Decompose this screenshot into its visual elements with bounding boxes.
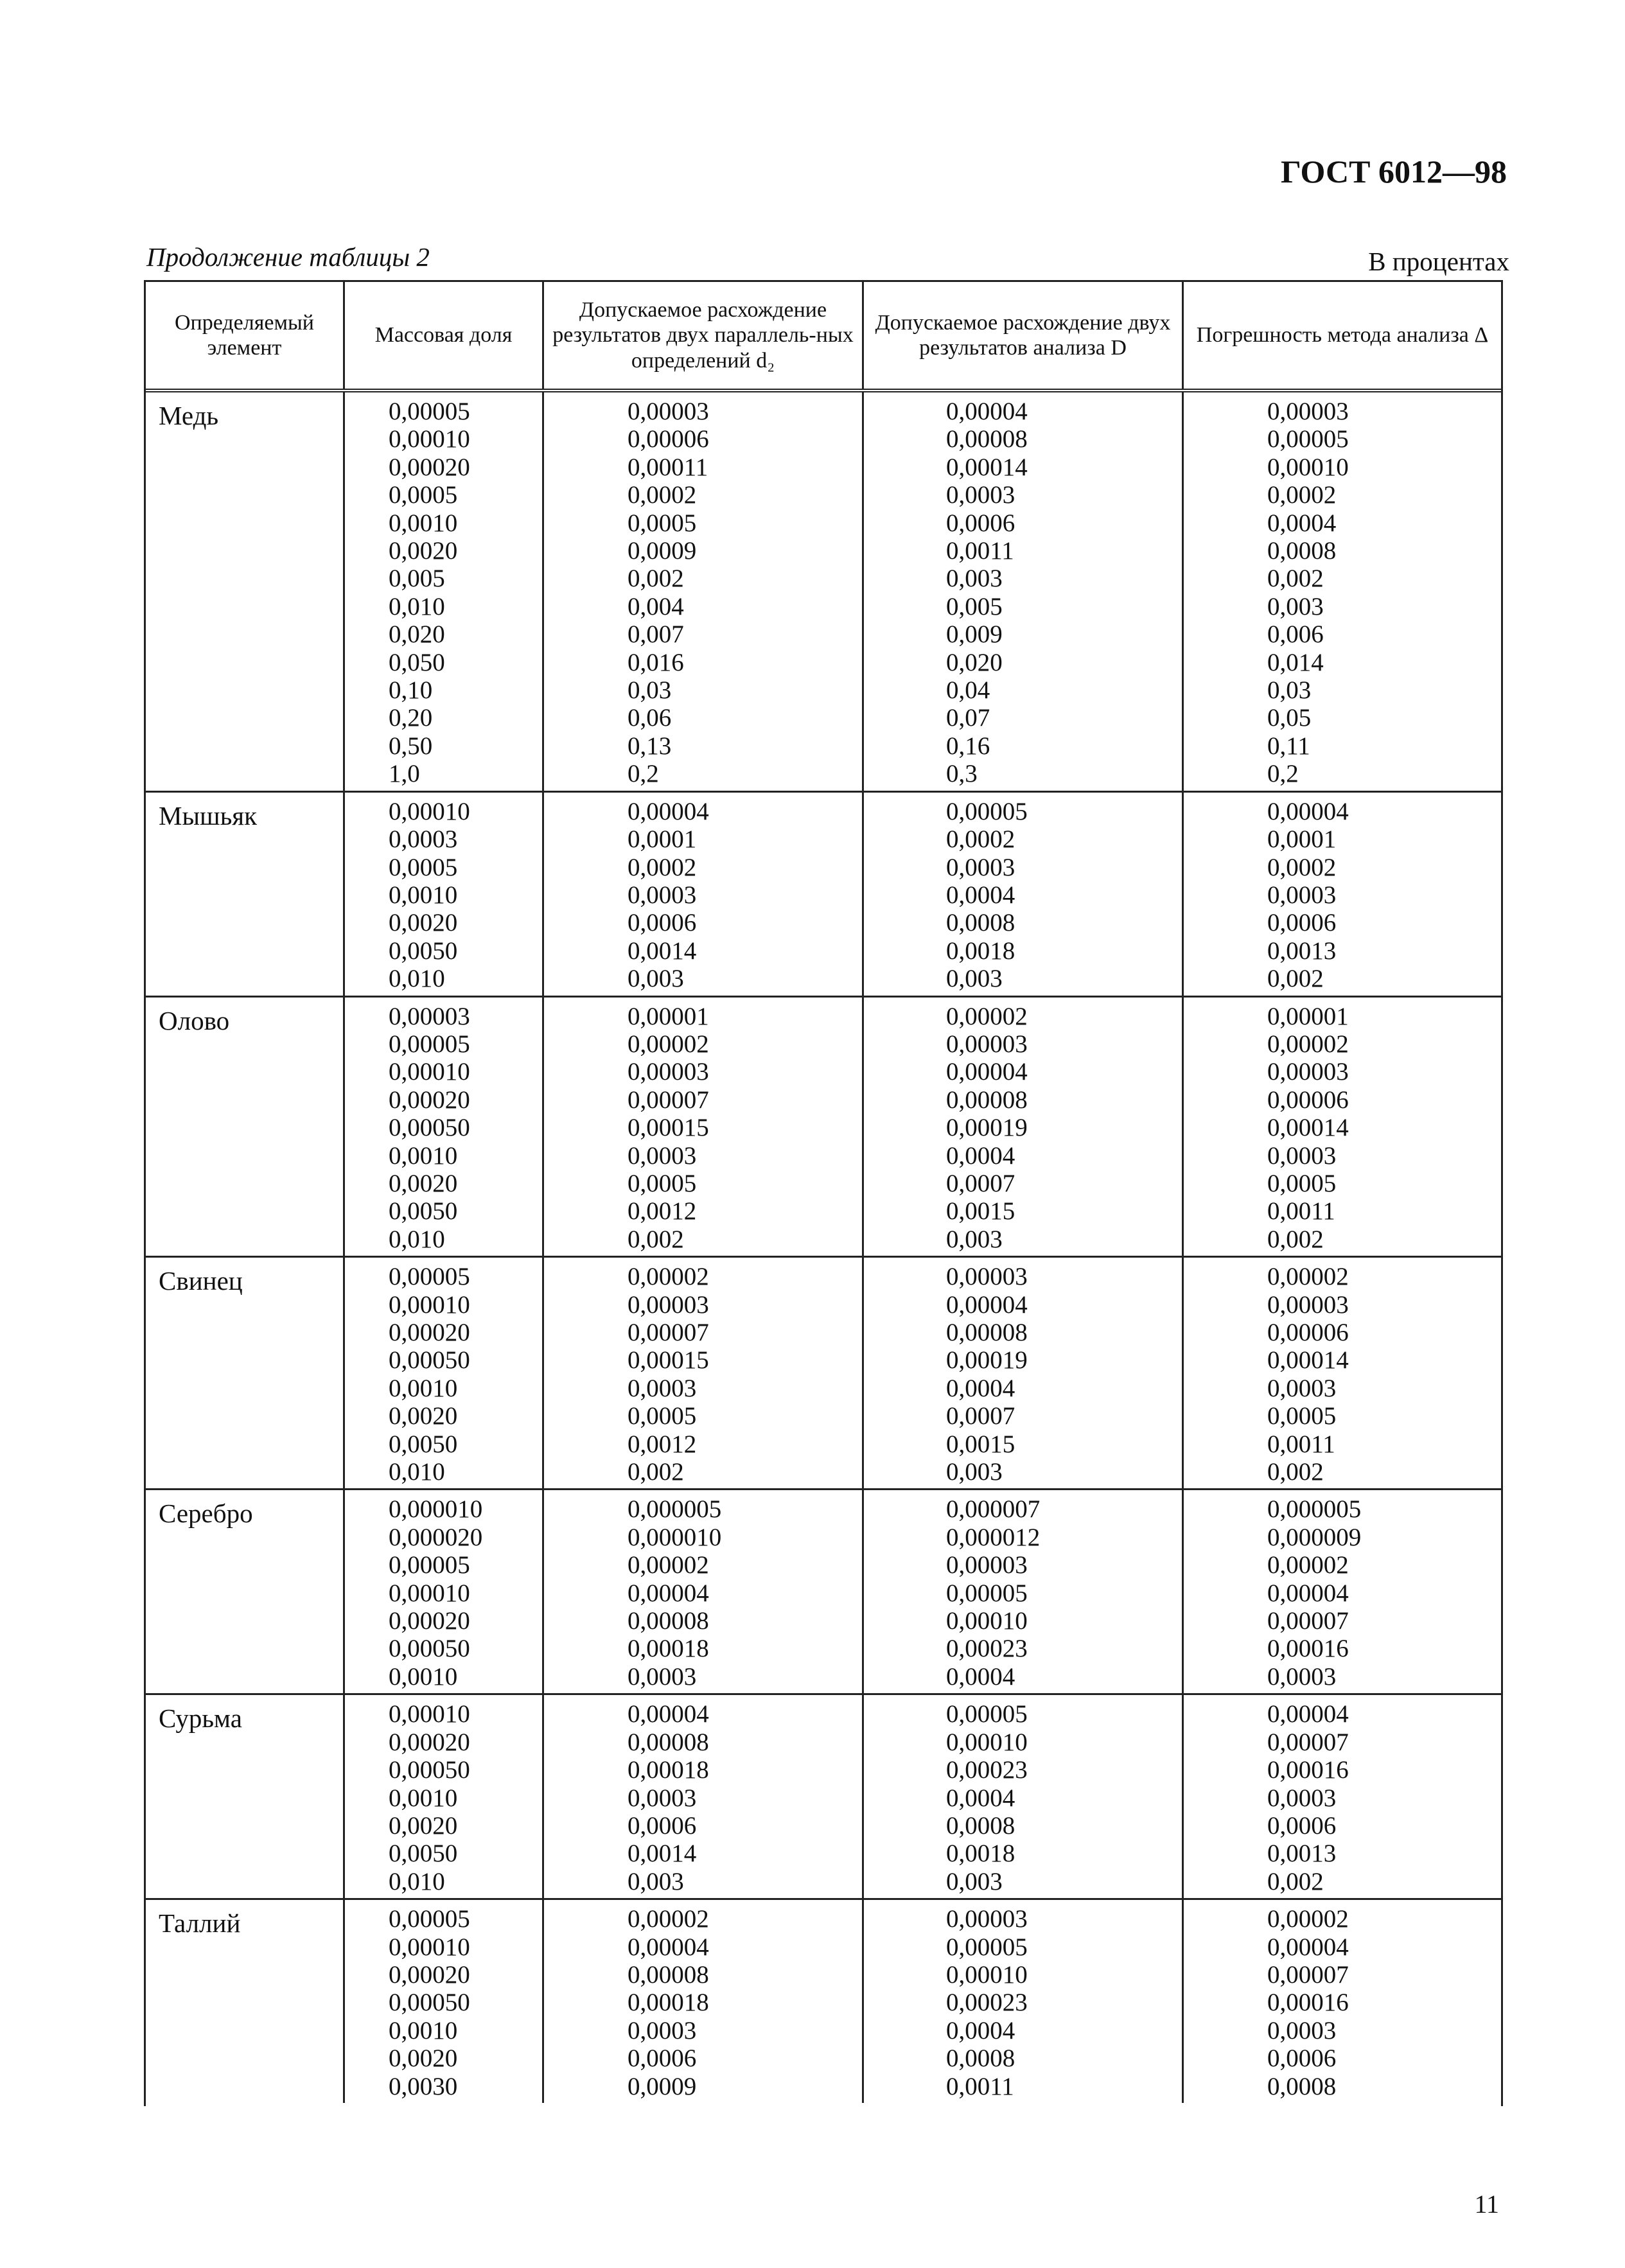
value: 0,00008 <box>946 1086 1028 1114</box>
value: 0,00010 <box>389 1579 470 1607</box>
value: 0,04 <box>946 676 990 705</box>
value: 0,00004 <box>946 398 1028 425</box>
value: 0,002 <box>1267 565 1324 593</box>
value: 0,002 <box>628 565 684 593</box>
value: 0,00003 <box>946 1030 1028 1058</box>
table-caption: Продолжение таблицы 2 <box>146 242 430 272</box>
value: 0,00018 <box>628 1756 709 1784</box>
value: 0,00015 <box>628 1346 709 1375</box>
value: 0,000012 <box>946 1523 1041 1551</box>
value: 0,50 <box>389 732 433 760</box>
value: 0,006 <box>1267 620 1324 649</box>
value: 0,00007 <box>628 1086 709 1114</box>
value: 0,020 <box>946 648 1003 676</box>
value: 0,00006 <box>628 425 709 453</box>
value: 0,0020 <box>389 1169 458 1197</box>
value: 0,00004 <box>1267 1933 1349 1961</box>
value: 0,0030 <box>389 2072 458 2100</box>
value: 0,010 <box>389 1867 445 1895</box>
value: 0,00005 <box>389 1030 470 1058</box>
value: 0,00002 <box>1267 1551 1349 1579</box>
value: 0,0006 <box>1267 1811 1337 1840</box>
header-element: Определяемый элемент <box>146 282 345 389</box>
value: 0,00023 <box>946 1635 1028 1663</box>
value: 0,00010 <box>389 797 470 825</box>
value: 0,05 <box>1267 704 1312 732</box>
value: 0,00010 <box>1267 453 1349 481</box>
D-cell <box>864 1490 1184 1693</box>
D-cell <box>864 998 1184 1256</box>
value: 0,00005 <box>389 1905 470 1933</box>
value: 0,00004 <box>628 1579 709 1607</box>
value: 0,0012 <box>628 1430 697 1458</box>
value: 0,0008 <box>1267 2072 1337 2100</box>
value: 0,00005 <box>389 398 470 425</box>
value: 0,0010 <box>389 1141 458 1170</box>
value: 0,00003 <box>628 1058 709 1086</box>
value: 0,0008 <box>946 1811 1015 1840</box>
d2-cell <box>544 1490 864 1693</box>
value: 0,0020 <box>389 1402 458 1430</box>
value: 0,0050 <box>389 1197 458 1226</box>
value: 0,00011 <box>628 453 708 481</box>
value: 0,00003 <box>946 1263 1028 1291</box>
value: 0,0003 <box>628 1784 697 1812</box>
value: 0,0005 <box>1267 1169 1337 1197</box>
value: 0,00004 <box>628 1933 709 1961</box>
value: 0,0004 <box>946 1662 1015 1691</box>
value: 0,0011 <box>1267 1430 1335 1458</box>
header-delta: Погрешность метода анализа Δ <box>1196 323 1489 347</box>
value: 0,00020 <box>389 1960 470 1989</box>
value: 0,000007 <box>946 1495 1041 1524</box>
value: 0,00050 <box>389 1989 470 2017</box>
delta-cell <box>1184 1695 1501 1898</box>
value: 0,050 <box>389 648 445 676</box>
value: 0,0002 <box>628 481 697 509</box>
d2-cell <box>544 1695 864 1898</box>
value: 0,002 <box>1267 1867 1324 1895</box>
value: 0,00005 <box>946 1700 1028 1728</box>
table-row <box>146 998 1501 1258</box>
value: 0,0010 <box>389 881 458 909</box>
header-mass-fraction: Массовая доля <box>345 282 544 389</box>
value: 0,002 <box>1267 1458 1324 1486</box>
value: 0,0002 <box>946 825 1015 854</box>
value: 0,00003 <box>1267 1058 1349 1086</box>
value: 0,0011 <box>946 2072 1014 2100</box>
value: 0,0015 <box>946 1430 1015 1458</box>
value: 0,000010 <box>389 1495 483 1524</box>
value: 0,0002 <box>1267 853 1337 881</box>
value: 0,00023 <box>946 1756 1028 1784</box>
D-cell <box>864 793 1184 996</box>
value: 0,0018 <box>946 936 1015 965</box>
value: 0,00005 <box>389 1263 470 1291</box>
value: 0,00004 <box>946 1290 1028 1319</box>
value: 0,0003 <box>389 825 458 854</box>
value: 0,00008 <box>946 1319 1028 1346</box>
value: 0,0003 <box>628 881 697 909</box>
value: 0,000009 <box>1267 1523 1362 1551</box>
value: 0,00001 <box>628 1002 709 1030</box>
value: 0,0004 <box>946 2016 1015 2044</box>
value: 0,002 <box>1267 965 1324 993</box>
element-name: Свинец <box>146 1258 345 1488</box>
value: 0,0009 <box>628 537 697 565</box>
value: 0,00019 <box>946 1346 1028 1375</box>
value: 0,00016 <box>1267 1989 1349 2017</box>
value: 0,000010 <box>628 1523 722 1551</box>
value: 0,0003 <box>1267 881 1337 909</box>
value: 0,00014 <box>946 453 1028 481</box>
value: 0,0015 <box>946 1197 1015 1226</box>
delta-cell <box>1184 793 1501 996</box>
value: 0,00018 <box>628 1635 709 1663</box>
value: 0,00008 <box>628 1960 709 1989</box>
value: 0,010 <box>389 592 445 620</box>
value: 0,004 <box>628 592 684 620</box>
value: 0,00005 <box>1267 425 1349 453</box>
unit-note: В процентах <box>1368 247 1509 276</box>
value: 0,00002 <box>1267 1905 1349 1933</box>
value: 0,0004 <box>946 1141 1015 1170</box>
header-D: Допускаемое расхождение двух результатов анализа D <box>864 282 1184 389</box>
value: 0,0018 <box>946 1840 1015 1868</box>
value: 0,00003 <box>628 398 709 425</box>
value: 0,0003 <box>1267 2016 1337 2044</box>
element-name: Мышьяк <box>146 793 345 996</box>
D-cell <box>864 392 1184 791</box>
value: 0,0014 <box>628 936 697 965</box>
value: 0,10 <box>389 676 433 705</box>
value: 0,0005 <box>1267 1402 1337 1430</box>
table-body <box>146 392 1501 2103</box>
value: 0,06 <box>628 704 672 732</box>
value: 0,00005 <box>389 1551 470 1579</box>
value: 0,003 <box>628 965 684 993</box>
delta-cell <box>1184 392 1501 791</box>
value: 0,000005 <box>628 1495 722 1524</box>
element-name: Сурьма <box>146 1695 345 1898</box>
value: 0,00002 <box>628 1551 709 1579</box>
mass-cell <box>345 1258 544 1488</box>
value: 0,0050 <box>389 1430 458 1458</box>
value: 0,0007 <box>946 1169 1015 1197</box>
value: 0,003 <box>946 1225 1003 1253</box>
value: 0,00004 <box>946 1058 1028 1086</box>
value: 0,00010 <box>946 1960 1028 1989</box>
value: 0,00003 <box>1267 398 1349 425</box>
value: 0,0003 <box>1267 1784 1337 1812</box>
value: 0,0005 <box>628 1402 697 1430</box>
page-number: 11 <box>1474 2190 1499 2219</box>
value: 0,2 <box>628 760 659 788</box>
value: 0,0003 <box>1267 1374 1337 1402</box>
value: 0,00014 <box>1267 1346 1349 1375</box>
value: 0,00001 <box>1267 1002 1349 1030</box>
d2-cell <box>544 793 864 996</box>
delta-cell <box>1184 1490 1501 1693</box>
value: 0,0050 <box>389 1840 458 1868</box>
value: 0,0020 <box>389 909 458 937</box>
value: 0,003 <box>946 1867 1003 1895</box>
mass-cell <box>345 793 544 996</box>
value: 0,003 <box>1267 592 1324 620</box>
value: 0,020 <box>389 620 445 649</box>
value: 0,0006 <box>628 1811 697 1840</box>
value: 0,0005 <box>628 509 697 537</box>
value: 0,005 <box>946 592 1003 620</box>
value: 0,00008 <box>628 1728 709 1756</box>
value: 0,007 <box>628 620 684 649</box>
value: 1,0 <box>389 760 420 788</box>
D-cell <box>864 1695 1184 1898</box>
value: 0,00007 <box>628 1319 709 1346</box>
value: 0,00020 <box>389 1319 470 1346</box>
value: 0,07 <box>946 704 990 732</box>
value: 0,0008 <box>1267 537 1337 565</box>
element-name: Медь <box>146 392 345 791</box>
value: 0,00004 <box>1267 1579 1349 1607</box>
value: 0,0010 <box>389 2016 458 2044</box>
value: 0,00003 <box>1267 1290 1349 1319</box>
value: 0,00006 <box>1267 1319 1349 1346</box>
value: 0,002 <box>1267 1225 1324 1253</box>
value: 0,00014 <box>1267 1114 1349 1142</box>
value: 0,00050 <box>389 1635 470 1663</box>
table-row <box>146 1490 1501 1695</box>
standard-code: ГОСТ 6012—98 <box>1280 154 1507 189</box>
table-row <box>146 392 1501 793</box>
value: 0,00003 <box>946 1551 1028 1579</box>
value: 0,0005 <box>389 481 458 509</box>
value: 0,00023 <box>946 1989 1028 2017</box>
value: 0,010 <box>389 1225 445 1253</box>
value: 0,0009 <box>628 2072 697 2100</box>
value: 0,003 <box>628 1867 684 1895</box>
data-table <box>144 280 1503 2106</box>
value: 0,0004 <box>946 1784 1015 1812</box>
value: 0,0020 <box>389 2044 458 2073</box>
value: 0,03 <box>1267 676 1312 705</box>
mass-cell <box>345 1900 544 2103</box>
value: 0,000005 <box>1267 1495 1362 1524</box>
value: 0,003 <box>946 565 1003 593</box>
value: 0,0013 <box>1267 936 1337 965</box>
value: 0,00003 <box>946 1905 1028 1933</box>
D-cell <box>864 1900 1184 2103</box>
value: 0,0003 <box>1267 1141 1337 1170</box>
delta-cell <box>1184 1258 1501 1488</box>
value: 0,00016 <box>1267 1756 1349 1784</box>
value: 0,00020 <box>389 453 470 481</box>
value: 0,0001 <box>628 825 697 854</box>
value: 0,0006 <box>1267 909 1337 937</box>
value: 0,0050 <box>389 936 458 965</box>
value: 0,0005 <box>389 853 458 881</box>
value: 0,016 <box>628 648 684 676</box>
value: 0,00050 <box>389 1756 470 1784</box>
value: 0,11 <box>1267 732 1310 760</box>
value: 0,0008 <box>946 909 1015 937</box>
value: 0,010 <box>389 1458 445 1486</box>
value: 0,0013 <box>1267 1840 1337 1868</box>
value: 0,0010 <box>389 1662 458 1691</box>
value: 0,0007 <box>946 1402 1015 1430</box>
delta-cell <box>1184 998 1501 1256</box>
value: 0,00010 <box>946 1607 1028 1635</box>
value: 0,003 <box>946 1458 1003 1486</box>
value: 0,00007 <box>1267 1607 1349 1635</box>
mass-cell <box>345 392 544 791</box>
value: 0,0014 <box>628 1840 697 1868</box>
value: 0,00010 <box>389 425 470 453</box>
d2-cell <box>544 1258 864 1488</box>
value: 0,002 <box>628 1458 684 1486</box>
value: 0,0006 <box>946 509 1015 537</box>
mass-cell <box>345 1490 544 1693</box>
value: 0,0020 <box>389 1811 458 1840</box>
value: 0,0003 <box>628 2016 697 2044</box>
d2-cell <box>544 392 864 791</box>
value: 0,0006 <box>1267 2044 1337 2073</box>
value: 0,00010 <box>389 1290 470 1319</box>
mass-cell <box>345 998 544 1256</box>
value: 0,00007 <box>1267 1960 1349 1989</box>
element-name: Серебро <box>146 1490 345 1693</box>
value: 0,20 <box>389 704 433 732</box>
value: 0,00018 <box>628 1989 709 2017</box>
table-row <box>146 1900 1501 2103</box>
value: 0,0003 <box>628 1141 697 1170</box>
value: 0,00005 <box>946 1579 1028 1607</box>
value: 0,0010 <box>389 1784 458 1812</box>
value: 0,00008 <box>946 425 1028 453</box>
value: 0,009 <box>946 620 1003 649</box>
value: 0,0002 <box>628 853 697 881</box>
value: 0,0012 <box>628 1197 697 1226</box>
table-row <box>146 793 1501 998</box>
value: 0,0004 <box>946 881 1015 909</box>
value: 0,00010 <box>389 1058 470 1086</box>
value: 0,0006 <box>628 909 697 937</box>
value: 0,0005 <box>628 1169 697 1197</box>
value: 0,00010 <box>389 1700 470 1728</box>
value: 0,3 <box>946 760 978 788</box>
value: 0,0006 <box>628 2044 697 2073</box>
d2-cell <box>544 1900 864 2103</box>
table-row <box>146 1695 1501 1900</box>
value: 0,03 <box>628 676 672 705</box>
value: 0,0008 <box>946 2044 1015 2073</box>
value: 0,00004 <box>1267 1700 1349 1728</box>
value: 0,00008 <box>628 1607 709 1635</box>
value: 0,00002 <box>628 1905 709 1933</box>
mass-cell <box>345 1695 544 1898</box>
value: 0,0010 <box>389 509 458 537</box>
value: 0,0003 <box>946 481 1015 509</box>
delta-cell <box>1184 1900 1501 2103</box>
value: 0,00006 <box>1267 1086 1349 1114</box>
table-row <box>146 1258 1501 1490</box>
value: 0,014 <box>1267 648 1324 676</box>
d2-cell <box>544 998 864 1256</box>
value: 0,010 <box>389 965 445 993</box>
value: 0,00003 <box>389 1002 470 1030</box>
value: 0,0011 <box>946 537 1014 565</box>
value: 0,00050 <box>389 1114 470 1142</box>
value: 0,00002 <box>1267 1030 1349 1058</box>
value: 0,00007 <box>1267 1728 1349 1756</box>
value: 0,005 <box>389 565 445 593</box>
value: 0,00019 <box>946 1114 1028 1142</box>
header-d2: Допускаемое расхождение результатов двух параллель-ных определений d₂ <box>544 282 864 389</box>
value: 0,003 <box>946 965 1003 993</box>
value: 0,00020 <box>389 1728 470 1756</box>
value: 0,00002 <box>628 1263 709 1291</box>
value: 0,00003 <box>628 1290 709 1319</box>
value: 0,00050 <box>389 1346 470 1375</box>
value: 0,00002 <box>1267 1263 1349 1291</box>
value: 0,0020 <box>389 537 458 565</box>
value: 0,2 <box>1267 760 1299 788</box>
value: 0,0003 <box>1267 1662 1337 1691</box>
value: 0,002 <box>628 1225 684 1253</box>
value: 0,00005 <box>946 797 1028 825</box>
value: 0,00002 <box>946 1002 1028 1030</box>
value: 0,0004 <box>1267 509 1337 537</box>
value: 0,16 <box>946 732 990 760</box>
value: 0,0003 <box>628 1374 697 1402</box>
value: 0,0003 <box>628 1662 697 1691</box>
value: 0,0002 <box>1267 481 1337 509</box>
value: 0,0003 <box>946 853 1015 881</box>
element-name: Таллий <box>146 1900 345 2103</box>
value: 0,0010 <box>389 1374 458 1402</box>
D-cell <box>864 1258 1184 1488</box>
value: 0,000020 <box>389 1523 483 1551</box>
value: 0,00015 <box>628 1114 709 1142</box>
value: 0,00002 <box>628 1030 709 1058</box>
value: 0,00004 <box>628 1700 709 1728</box>
value: 0,0001 <box>1267 825 1337 854</box>
value: 0,00016 <box>1267 1635 1349 1663</box>
value: 0,13 <box>628 732 672 760</box>
value: 0,00004 <box>628 797 709 825</box>
value: 0,00010 <box>946 1728 1028 1756</box>
table-header <box>146 282 1501 392</box>
value: 0,0011 <box>1267 1197 1335 1226</box>
value: 0,00020 <box>389 1607 470 1635</box>
element-name: Олово <box>146 998 345 1256</box>
value: 0,00010 <box>389 1933 470 1961</box>
value: 0,00005 <box>946 1933 1028 1961</box>
value: 0,0004 <box>946 1374 1015 1402</box>
value: 0,00004 <box>1267 797 1349 825</box>
value: 0,00020 <box>389 1086 470 1114</box>
